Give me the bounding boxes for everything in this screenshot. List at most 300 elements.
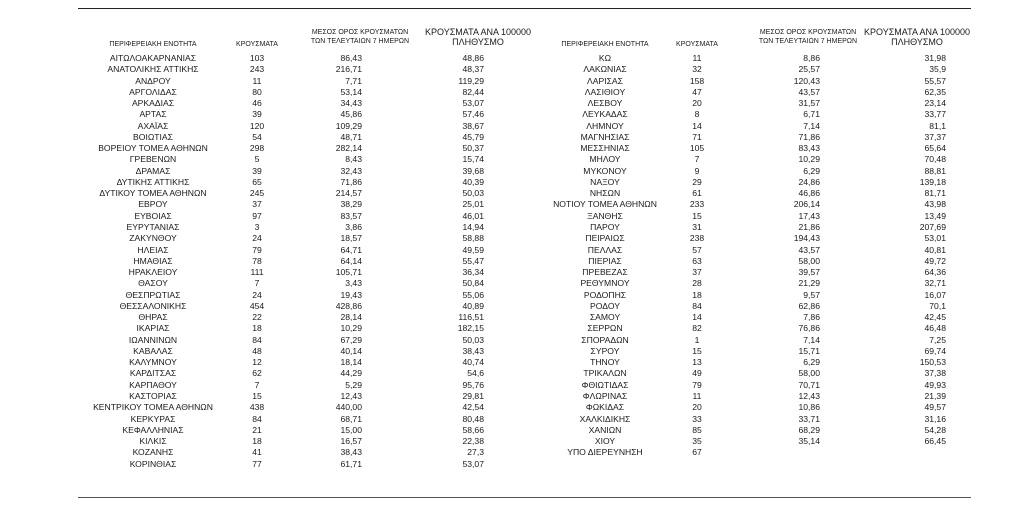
avg7-cell: 282,14 (335, 143, 362, 154)
region-cell: ΓΡΕΒΕΝΩΝ (129, 154, 177, 165)
avg7-cell: 10,29 (798, 154, 820, 165)
avg7-cell: 33,71 (798, 413, 820, 424)
avg7-cell: 214,57 (335, 188, 362, 199)
region-cell: ΧΑΛΚΙΔΙΚΗΣ (579, 413, 631, 424)
per100k-cell: 49,93 (924, 379, 946, 390)
per100k-cell: 22,38 (462, 436, 484, 447)
cases-cell: 5 (254, 154, 260, 165)
header-per100k-line2: ΠΛΗΘΥΣΜΟ (891, 37, 943, 47)
region-cell: ΛΑΚΩΝΙΑΣ (583, 64, 627, 75)
per100k-cell: 57,46 (462, 109, 484, 120)
per100k-cell: 48,86 (462, 53, 484, 63)
cases-cell: 47 (692, 86, 702, 97)
cases-cell: 46 (252, 98, 262, 109)
avg7-cell: 8,43 (345, 154, 362, 165)
cases-cell: 48 (252, 345, 262, 356)
per100k-cell: 53,01 (924, 233, 946, 244)
per100k-cell: 21,39 (924, 390, 946, 401)
region-cell: ΛΑΣΙΘΙΟΥ (584, 86, 626, 97)
region-cell: ΑΡΚΑΔΙΑΣ (131, 98, 175, 109)
per100k-cell: 119,29 (458, 75, 484, 86)
region-cell: ΗΡΑΚΛΕΙΟΥ (128, 267, 178, 278)
left-cases-column (222, 53, 292, 470)
cases-cell: 82 (692, 323, 702, 334)
header-avg7-line1: ΜΕΣΟΣ ΟΡΟΣ ΚΡΟΥΣΜΑΤΩΝ (759, 29, 857, 36)
per100k-cell: 40,89 (462, 300, 484, 311)
header-per100k-line2: ΠΛΗΘΥΣΜΟ (452, 37, 504, 47)
region-cell: ΑΝΑΤΟΛΙΚΗΣ ΑΤΤΙΚΗΣ (107, 64, 199, 75)
region-cell: ΤΡΙΚΑΛΩΝ (583, 368, 627, 379)
avg7-cell: 440,00 (335, 402, 362, 413)
region-cell: ΤΗΝΟΥ (590, 357, 620, 368)
header-region-left: ΠΕΡΙΦΕΡΕΙΑΚΗ ΕΝΟΤΗΤΑ (109, 41, 197, 48)
avg7-cell: 109,29 (335, 120, 362, 131)
header-region-right: ΠΕΡΙΦΕΡΕΙΑΚΗ ΕΝΟΤΗΤΑ (561, 41, 649, 48)
per100k-cell: 139,18 (919, 176, 946, 187)
avg7-cell: 64,14 (340, 255, 362, 266)
per100k-cell: 25,01 (462, 199, 484, 210)
per100k-cell: 66,45 (924, 436, 946, 447)
per100k-cell: 45,79 (462, 131, 484, 142)
per100k-cell: 38,43 (462, 345, 484, 356)
cases-cell: 298 (249, 143, 265, 154)
avg7-cell: 10,86 (798, 402, 820, 413)
avg7-cell: 9,57 (803, 289, 820, 300)
cases-cell: 33 (692, 413, 702, 424)
cases-cell: 11 (252, 75, 262, 86)
region-cell: ΑΡΓΟΛΙΔΑΣ (129, 86, 177, 97)
per100k-cell: 40,81 (924, 244, 946, 255)
region-cell: ΒΟΙΩΤΙΑΣ (133, 131, 173, 142)
right-avg7-column (760, 53, 820, 459)
per100k-cell: 58,88 (462, 233, 484, 244)
cases-cell: 18 (692, 289, 702, 300)
cases-cell: 105 (689, 143, 705, 154)
cases-cell: 15 (692, 345, 702, 356)
left-region-column (78, 53, 228, 470)
per100k-cell: 182,15 (457, 323, 484, 334)
region-cell: ΣΠΟΡΑΔΩΝ (581, 334, 629, 345)
cases-cell: 120 (249, 120, 265, 131)
header-avg7-left (300, 29, 420, 46)
cases-cell: 14 (692, 312, 702, 323)
avg7-cell: 194,43 (793, 233, 820, 244)
cases-cell: 7 (254, 379, 260, 390)
region-cell: ΣΕΡΡΩΝ (587, 323, 623, 334)
region-cell: ΞΑΝΘΗΣ (587, 210, 623, 221)
region-cell: ΚΑΣΤΟΡΙΑΣ (129, 390, 177, 401)
per100k-cell: 15,74 (462, 154, 484, 165)
region-cell: ΗΛΕΙΑΣ (137, 244, 169, 255)
cases-cell: 7 (694, 154, 700, 165)
avg7-cell: 83,43 (798, 143, 820, 154)
avg7-cell: 15,00 (340, 424, 362, 435)
avg7-cell: 44,29 (340, 368, 362, 379)
region-cell: ΙΚΑΡΙΑΣ (136, 323, 170, 334)
cases-cell: 62 (252, 368, 262, 379)
region-cell: ΚΑΒΑΛΑΣ (133, 345, 173, 356)
cases-cell: 11 (692, 390, 702, 401)
per100k-cell: 40,39 (462, 176, 484, 187)
cases-cell: 54 (252, 131, 262, 142)
cases-cell: 84 (252, 334, 262, 345)
region-cell: ΠΕΙΡΑΙΩΣ (585, 233, 625, 244)
header-avg7-line2: ΤΩΝ ΤΕΛΕΥΤΑΙΩΝ 7 ΗΜΕΡΩΝ (758, 37, 858, 45)
cases-cell: 14 (692, 120, 702, 131)
avg7-cell: 68,29 (798, 424, 820, 435)
region-cell: ΠΕΛΛΑΣ (587, 244, 623, 255)
region-cell: ΘΕΣΣΑΛΟΝΙΚΗΣ (119, 300, 187, 311)
region-cell: ΦΘΙΩΤΙΔΑΣ (581, 379, 629, 390)
avg7-cell: 71,86 (798, 131, 820, 142)
per100k-cell: 81,1 (929, 120, 946, 131)
cases-cell: 39 (252, 109, 262, 120)
per100k-cell: 46,01 (462, 210, 484, 221)
avg7-cell: 8,86 (803, 53, 820, 63)
per100k-cell (880, 447, 946, 458)
per100k-cell: 33,77 (924, 109, 946, 120)
cases-cell: 80 (252, 86, 262, 97)
cases-cell: 243 (249, 64, 265, 75)
avg7-cell: 7,14 (803, 334, 820, 345)
region-cell: ΛΕΥΚΑΔΑΣ (582, 109, 628, 120)
avg7-cell: 5,29 (345, 379, 362, 390)
per100k-cell: 50,84 (462, 278, 484, 289)
per100k-cell: 55,06 (462, 289, 484, 300)
region-cell: ΚΟΡΙΝΘΙΑΣ (129, 458, 177, 469)
region-cell: ΠΡΕΒΕΖΑΣ (582, 267, 628, 278)
cases-cell: 31 (692, 221, 702, 232)
avg7-cell (760, 447, 820, 458)
right-region-column (530, 53, 680, 459)
left-avg7-column (300, 53, 362, 470)
avg7-cell: 83,57 (340, 210, 362, 221)
region-cell: ΚΕΡΚΥΡΑΣ (130, 413, 176, 424)
per100k-cell: 35,9 (929, 64, 946, 75)
per100k-cell: 95,76 (462, 379, 484, 390)
region-cell: ΠΑΡΟΥ (590, 221, 620, 232)
header-per100k-left (420, 27, 536, 47)
region-cell: ΚΟΖΑΝΗΣ (132, 447, 174, 458)
cases-cell: 49 (692, 368, 702, 379)
region-cell: ΕΒΡΟΥ (138, 199, 168, 210)
cases-cell: 438 (249, 402, 265, 413)
region-cell: ΛΗΜΝΟΥ (586, 120, 624, 131)
region-cell: ΑΝΔΡΟΥ (135, 75, 171, 86)
cases-cell: 84 (692, 300, 702, 311)
per100k-cell: 80,48 (462, 413, 484, 424)
region-cell: ΘΗΡΑΣ (138, 312, 168, 323)
cases-cell: 18 (252, 323, 262, 334)
region-cell: ΥΠΟ ΔΙΕΡΕΥΝΗΣΗ (567, 447, 643, 458)
avg7-cell: 216,71 (335, 64, 362, 75)
cases-cell: 21 (252, 424, 262, 435)
avg7-cell: 86,43 (340, 53, 362, 63)
region-cell: ΙΩΑΝΝΙΝΩΝ (128, 334, 178, 345)
region-cell: ΚΩ (598, 53, 612, 63)
per100k-cell: 70,48 (924, 154, 946, 165)
cases-cell: 41 (252, 447, 262, 458)
per100k-cell: 48,37 (462, 64, 484, 75)
avg7-cell: 62,86 (798, 300, 820, 311)
avg7-cell: 12,43 (340, 390, 362, 401)
header-cases-right: ΚΡΟΥΣΜΑΤΑ (676, 41, 718, 48)
region-cell: ΑΧΑΪΑΣ (137, 120, 169, 131)
per100k-cell: 38,67 (462, 120, 484, 131)
avg7-cell: 58,00 (798, 255, 820, 266)
per100k-cell: 40,74 (462, 357, 484, 368)
per100k-cell: 54,28 (924, 424, 946, 435)
avg7-cell: 38,43 (340, 447, 362, 458)
region-cell: ΣΑΜΟΥ (589, 312, 621, 323)
avg7-cell: 46,86 (798, 188, 820, 199)
cases-cell: 35 (692, 436, 702, 447)
region-cell: ΘΑΣΟΥ (138, 278, 168, 289)
cases-cell: 9 (694, 165, 700, 176)
per100k-cell: 13,49 (924, 210, 946, 221)
cases-cell: 454 (249, 300, 265, 311)
right-per100k-column (880, 53, 946, 459)
region-cell: ΕΥΒΟΙΑΣ (134, 210, 172, 221)
region-cell: ΘΕΣΠΡΩΤΙΑΣ (125, 289, 181, 300)
avg7-cell: 105,71 (335, 267, 362, 278)
avg7-cell: 35,14 (798, 436, 820, 447)
cases-cell: 39 (252, 165, 262, 176)
cases-cell: 32 (692, 64, 702, 75)
avg7-cell: 6,71 (803, 109, 820, 120)
cases-cell: 12 (252, 357, 262, 368)
per100k-cell: 42,54 (462, 402, 484, 413)
avg7-cell: 53,14 (340, 86, 362, 97)
cases-cell: 57 (692, 244, 702, 255)
avg7-cell: 10,29 (340, 323, 362, 334)
avg7-cell: 24,86 (798, 176, 820, 187)
avg7-cell: 21,86 (798, 221, 820, 232)
per100k-cell: 62,35 (924, 86, 946, 97)
avg7-cell: 16,57 (340, 436, 362, 447)
avg7-cell: 206,14 (793, 199, 820, 210)
cases-cell: 97 (252, 210, 262, 221)
per100k-cell: 65,64 (924, 143, 946, 154)
cases-cell: 103 (249, 53, 265, 63)
avg7-cell: 25,57 (798, 64, 820, 75)
cases-cell: 111 (250, 267, 264, 278)
cases-cell: 20 (692, 402, 702, 413)
region-cell: ΜΕΣΣΗΝΙΑΣ (580, 143, 630, 154)
avg7-cell: 7,14 (803, 120, 820, 131)
region-cell: ΚΑΡΠΑΘΟΥ (129, 379, 177, 390)
per100k-cell: 69,74 (924, 345, 946, 356)
avg7-cell: 15,71 (798, 345, 820, 356)
cases-cell: 77 (252, 458, 262, 469)
per100k-cell: 16,07 (924, 289, 946, 300)
per100k-cell: 37,38 (924, 368, 946, 379)
region-cell: ΧΙΟΥ (594, 436, 616, 447)
cases-cell: 7 (254, 278, 260, 289)
cases-cell: 15 (692, 210, 702, 221)
per100k-cell: 55,57 (924, 75, 946, 86)
cases-cell: 18 (252, 436, 262, 447)
avg7-cell: 18,57 (340, 233, 362, 244)
per100k-cell: 55,47 (462, 255, 484, 266)
per100k-cell: 14,94 (462, 221, 484, 232)
avg7-cell: 48,71 (340, 131, 362, 142)
avg7-cell: 32,43 (340, 165, 362, 176)
per100k-cell: 53,07 (462, 458, 484, 469)
cases-cell: 29 (692, 176, 702, 187)
region-cell: ΦΩΚΙΔΑΣ (585, 402, 625, 413)
cases-cell: 85 (692, 424, 702, 435)
header-per100k-line1: ΚΡΟΥΣΜΑΤΑ ΑΝΑ 100000 (864, 27, 970, 37)
region-cell: ΡΕΘΥΜΝΟΥ (580, 278, 630, 289)
avg7-cell: 34,43 (340, 98, 362, 109)
right-cases-column (662, 53, 732, 459)
per100k-cell: 23,14 (924, 98, 946, 109)
cases-cell: 24 (252, 233, 262, 244)
region-cell: ΛΑΡΙΣΑΣ (587, 75, 623, 86)
region-cell: ΛΕΣΒΟΥ (587, 98, 623, 109)
avg7-cell: 68,71 (340, 413, 362, 424)
header-avg7-line2: ΤΩΝ ΤΕΛΕΥΤΑΙΩΝ 7 ΗΜΕΡΩΝ (310, 37, 410, 45)
per100k-cell: 27,3 (467, 447, 484, 458)
per100k-cell: 81,71 (924, 188, 946, 199)
avg7-cell: 18,14 (340, 357, 362, 368)
region-cell: ΕΥΡΥΤΑΝΙΑΣ (126, 221, 180, 232)
cases-cell: 1 (694, 334, 700, 345)
avg7-cell: 28,14 (340, 312, 362, 323)
per100k-cell: 36,34 (462, 267, 484, 278)
header-avg7-line1: ΜΕΣΟΣ ΟΡΟΣ ΚΡΟΥΣΜΑΤΩΝ (311, 29, 409, 36)
region-cell: ΜΗΛΟΥ (589, 154, 621, 165)
avg7-cell: 39,57 (798, 267, 820, 278)
cases-cell: 84 (252, 413, 262, 424)
region-cell: ΚΕΝΤΡΙΚΟΥ ΤΟΜΕΑ ΑΘΗΝΩΝ (93, 402, 213, 413)
region-cell: ΔΥΤΙΚΗΣ ΑΤΤΙΚΗΣ (116, 176, 190, 187)
cases-cell: 158 (689, 75, 705, 86)
avg7-cell: 40,14 (340, 345, 362, 356)
avg7-cell: 61,71 (340, 458, 362, 469)
avg7-cell: 7,86 (803, 312, 820, 323)
avg7-cell: 67,29 (340, 334, 362, 345)
header-per100k-right (860, 27, 974, 47)
cases-cell: 20 (692, 98, 702, 109)
cases-cell: 63 (692, 255, 702, 266)
cases-cell: 233 (689, 199, 705, 210)
avg7-cell: 43,57 (798, 86, 820, 97)
per100k-cell: 49,57 (924, 402, 946, 413)
region-cell: ΦΛΩΡΙΝΑΣ (582, 390, 628, 401)
per100k-cell: 82,44 (462, 86, 484, 97)
region-cell: ΖΑΚΥΝΘΟΥ (129, 233, 177, 244)
cases-cell: 37 (252, 199, 262, 210)
avg7-cell: 6,29 (803, 165, 820, 176)
cases-cell: 71 (692, 131, 702, 142)
avg7-cell: 71,86 (340, 176, 362, 187)
region-cell: ΠΙΕΡΙΑΣ (588, 255, 622, 266)
per100k-cell: 88,81 (924, 165, 946, 176)
avg7-cell: 7,71 (345, 75, 362, 86)
cases-cell: 24 (252, 289, 262, 300)
region-cell: ΝΑΞΟΥ (590, 176, 620, 187)
avg7-cell: 428,86 (335, 300, 362, 311)
region-cell: ΚΑΛΥΜΝΟΥ (129, 357, 177, 368)
avg7-cell: 31,57 (798, 98, 820, 109)
per100k-cell: 64,36 (924, 267, 946, 278)
region-cell: ΔΥΤΙΚΟΥ ΤΟΜΕΑ ΑΘΗΝΩΝ (99, 188, 207, 199)
avg7-cell: 3,86 (345, 221, 362, 232)
avg7-cell: 3,43 (345, 278, 362, 289)
cases-cell: 238 (689, 233, 705, 244)
left-per100k-column (420, 53, 484, 470)
per100k-cell: 58,66 (462, 424, 484, 435)
avg7-cell: 45,86 (340, 109, 362, 120)
per100k-cell: 49,59 (462, 244, 484, 255)
region-cell: ΗΜΑΘΙΑΣ (133, 255, 173, 266)
cases-cell: 78 (252, 255, 262, 266)
region-cell: ΜΑΓΝΗΣΙΑΣ (580, 131, 630, 142)
region-cell: ΚΕΦΑΛΛΗΝΙΑΣ (122, 424, 184, 435)
per100k-cell: 54,6 (467, 368, 484, 379)
region-cell: ΣΥΡΟΥ (590, 345, 620, 356)
region-cell: ΜΥΚΟΝΟΥ (583, 165, 627, 176)
avg7-cell: 17,43 (798, 210, 820, 221)
per100k-cell: 207,69 (919, 221, 946, 232)
region-cell: ΑΙΤΩΛΟΑΚΑΡΝΑΝΙΑΣ (109, 53, 197, 63)
per100k-cell: 50,37 (462, 143, 484, 154)
avg7-cell: 12,43 (798, 390, 820, 401)
cases-cell: 37 (692, 267, 702, 278)
per100k-cell: 39,68 (462, 165, 484, 176)
header-per100k-line1: ΚΡΟΥΣΜΑΤΑ ΑΝΑ 100000 (425, 27, 531, 37)
region-cell: ΡΟΔΟΠΗΣ (583, 289, 627, 300)
per100k-cell: 43,98 (924, 199, 946, 210)
cases-cell: 13 (692, 357, 702, 368)
avg7-cell: 6,29 (803, 357, 820, 368)
per100k-cell: 29,81 (462, 390, 484, 401)
table-bottom-rule (78, 497, 971, 498)
per100k-cell: 31,16 (924, 413, 946, 424)
avg7-cell: 58,00 (798, 368, 820, 379)
per100k-cell: 32,71 (924, 278, 946, 289)
per100k-cell: 31,98 (924, 53, 946, 63)
avg7-cell: 76,86 (798, 323, 820, 334)
avg7-cell: 38,29 (340, 199, 362, 210)
cases-cell: 79 (692, 379, 702, 390)
avg7-cell: 43,57 (798, 244, 820, 255)
avg7-cell: 70,71 (798, 379, 820, 390)
cases-cell: 8 (694, 109, 700, 120)
cases-cell: 28 (692, 278, 702, 289)
cases-cell: 15 (252, 390, 262, 401)
per100k-cell: 46,48 (924, 323, 946, 334)
table-top-rule (78, 8, 971, 9)
cases-cell: 79 (252, 244, 262, 255)
cases-cell: 11 (692, 53, 702, 63)
header-cases-left: ΚΡΟΥΣΜΑΤΑ (236, 41, 278, 48)
region-cell: ΒΟΡΕΙΟΥ ΤΟΜΕΑ ΑΘΗΝΩΝ (98, 143, 208, 154)
cases-cell: 61 (692, 188, 702, 199)
region-cell: ΚΙΛΚΙΣ (139, 436, 167, 447)
avg7-cell: 19,43 (340, 289, 362, 300)
per100k-cell: 50,03 (462, 188, 484, 199)
per100k-cell: 150,53 (919, 357, 946, 368)
cases-cell: 65 (252, 176, 262, 187)
per100k-cell: 7,25 (929, 334, 946, 345)
avg7-cell: 21,29 (798, 278, 820, 289)
per100k-cell: 50,03 (462, 334, 484, 345)
per100k-cell: 37,37 (924, 131, 946, 142)
cases-cell: 3 (254, 221, 260, 232)
